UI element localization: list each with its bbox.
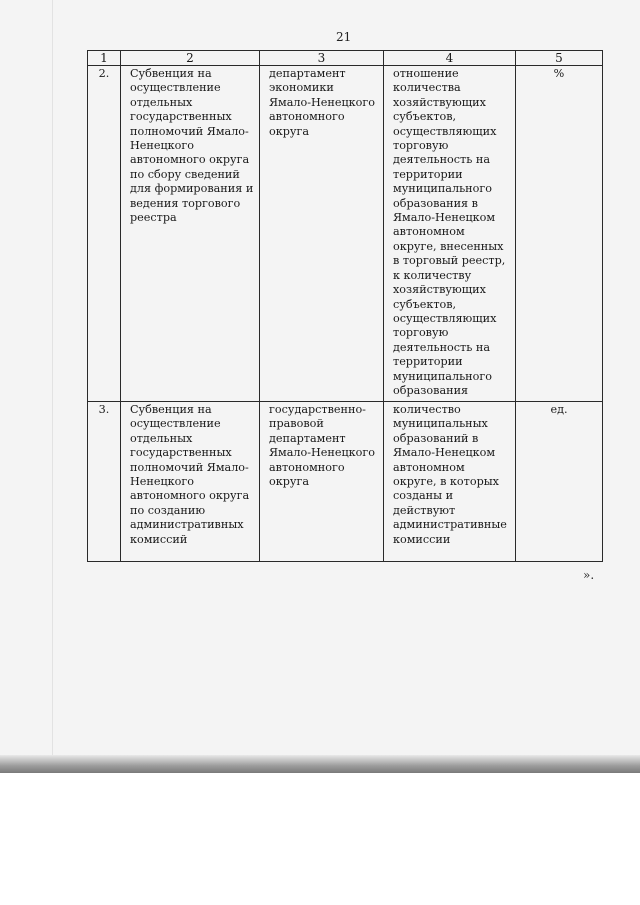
scan-bottom-edge: [0, 755, 640, 773]
department-cell: департамент экономики Ямало-Ненецкого автономного округа: [260, 66, 384, 402]
row-number: 3.: [88, 402, 121, 562]
table-header-row: [88, 51, 603, 66]
department-cell: государственно-правовой департамент Ямало-Ненецкого автономного округа: [260, 402, 384, 562]
unit-cell: %: [516, 66, 603, 402]
column-header: 5: [516, 51, 603, 66]
table-row: [88, 402, 603, 562]
indicator-cell: количество муниципальных образований в Ямало-Ненецком автономном округе, в которых созданы и действуют административные комиссии: [384, 402, 516, 562]
subvention-cell: Субвенция на осуществление отдельных государственных полномочий Ямало-Ненецкого автономного округа по сбору сведений для формирования и ведения торгового реестра: [121, 66, 260, 402]
subvention-table: [87, 50, 603, 562]
column-header: 3: [260, 51, 384, 66]
indicator-cell: отношение количества хозяйствующих субъектов, осуществляющих торговую деятельность на территории муниципального образования в Ямало-Ненецком автономном округе, внесенных в торговый реестр, к количеству хозяйствующих субъектов, осуществляющих торговую деятельность на территории муниципального образования: [384, 66, 516, 402]
row-number: 2.: [88, 66, 121, 402]
column-header: 1: [88, 51, 121, 66]
subvention-cell: Субвенция на осуществление отдельных государственных полномочий Ямало-Ненецкого автономного округа по созданию административных комиссий: [121, 402, 260, 562]
table-row: [88, 66, 603, 402]
column-header: 2: [121, 51, 260, 66]
column-header: 4: [384, 51, 516, 66]
page-number: 21: [336, 30, 352, 44]
unit-cell: ед.: [516, 402, 603, 562]
page-fold-line: [52, 0, 53, 755]
closing-quote-mark: ».: [583, 568, 595, 582]
